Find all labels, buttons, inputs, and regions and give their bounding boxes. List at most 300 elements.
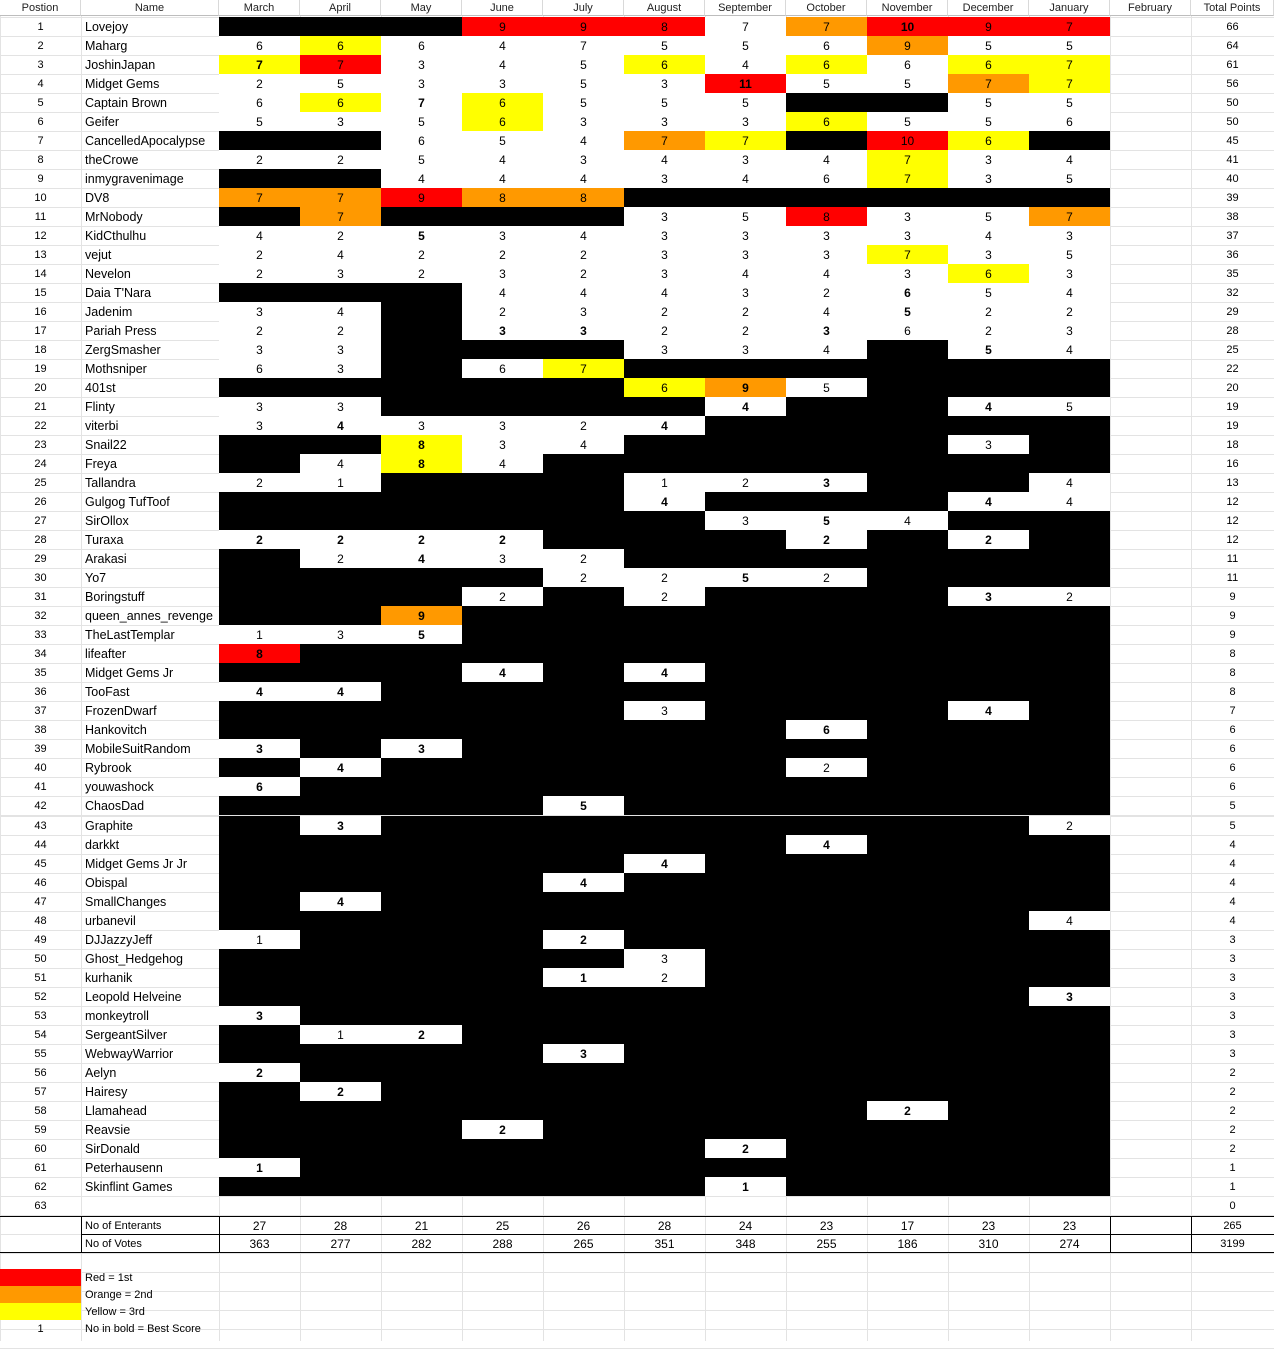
score-cell-october[interactable] — [786, 587, 867, 606]
score-cell-march[interactable]: 6 — [219, 93, 300, 112]
score-cell-january[interactable] — [1029, 1196, 1110, 1215]
score-cell-may[interactable] — [381, 911, 462, 930]
name-cell[interactable]: DV8 — [85, 190, 110, 205]
total-points-cell[interactable]: 19 — [1226, 400, 1239, 413]
score-cell-april[interactable]: 1 — [300, 1025, 381, 1044]
score-cell-july[interactable]: 1 — [543, 968, 624, 987]
score-cell-april[interactable] — [300, 1177, 381, 1196]
total-points-cell[interactable]: 0 — [1229, 1199, 1236, 1212]
score-cell-march[interactable] — [219, 911, 300, 930]
score-cell-march[interactable] — [219, 1082, 300, 1101]
score-cell-december[interactable]: 5 — [948, 340, 1029, 359]
score-cell-december[interactable] — [948, 911, 1029, 930]
total-points-cell[interactable]: 35 — [1226, 267, 1239, 280]
score-cell-july[interactable] — [543, 1120, 624, 1139]
name-cell[interactable]: Obispal — [85, 875, 128, 890]
score-cell-march[interactable] — [219, 720, 300, 739]
score-cell-january[interactable] — [1029, 1025, 1110, 1044]
score-cell-february[interactable] — [1110, 987, 1191, 1006]
score-cell-may[interactable] — [381, 930, 462, 949]
position-cell[interactable]: 40 — [34, 761, 47, 774]
score-cell-february[interactable] — [1110, 1120, 1191, 1139]
score-cell-november[interactable] — [867, 1063, 948, 1082]
score-cell-december[interactable] — [948, 968, 1029, 987]
score-cell-january[interactable] — [1029, 1063, 1110, 1082]
score-cell-september[interactable] — [705, 739, 786, 758]
score-cell-july[interactable]: 7 — [543, 36, 624, 55]
score-cell-may[interactable]: 9 — [381, 606, 462, 625]
score-cell-december[interactable]: 7 — [948, 74, 1029, 93]
score-cell-september[interactable] — [705, 416, 786, 435]
total-points-cell[interactable]: 3 — [1229, 1009, 1236, 1022]
score-cell-september[interactable] — [705, 701, 786, 720]
score-cell-june[interactable]: 8 — [462, 188, 543, 207]
score-cell-january[interactable] — [1029, 454, 1110, 473]
score-cell-july[interactable] — [543, 1063, 624, 1082]
summary-value-august[interactable]: 351 — [654, 1237, 675, 1251]
score-cell-february[interactable] — [1110, 1082, 1191, 1101]
score-cell-december[interactable] — [948, 1139, 1029, 1158]
score-cell-july[interactable] — [543, 777, 624, 796]
score-cell-february[interactable] — [1110, 207, 1191, 226]
summary-value-december[interactable]: 23 — [981, 1219, 996, 1233]
score-cell-october[interactable]: 6 — [786, 720, 867, 739]
score-cell-october[interactable]: 8 — [786, 207, 867, 226]
score-cell-september[interactable]: 2 — [705, 473, 786, 492]
total-points-cell[interactable]: 36 — [1226, 248, 1239, 261]
score-cell-august[interactable] — [624, 1196, 705, 1215]
score-cell-october[interactable] — [786, 777, 867, 796]
score-cell-february[interactable] — [1110, 283, 1191, 302]
score-cell-october[interactable]: 5 — [786, 511, 867, 530]
score-cell-march[interactable]: 1 — [219, 1158, 300, 1177]
score-cell-june[interactable] — [462, 701, 543, 720]
score-cell-february[interactable] — [1110, 949, 1191, 968]
total-points-cell[interactable]: 16 — [1226, 457, 1239, 470]
name-cell[interactable]: KidCthulhu — [85, 228, 147, 243]
score-cell-march[interactable] — [219, 816, 300, 835]
score-cell-may[interactable] — [381, 473, 462, 492]
score-cell-december[interactable]: 5 — [948, 112, 1029, 131]
position-cell[interactable]: 41 — [34, 780, 47, 793]
score-cell-september[interactable] — [705, 854, 786, 873]
total-points-cell[interactable]: 6 — [1229, 723, 1236, 736]
score-cell-november[interactable] — [867, 930, 948, 949]
score-cell-july[interactable] — [543, 511, 624, 530]
total-points-cell[interactable]: 4 — [1229, 838, 1236, 851]
score-cell-april[interactable] — [300, 1101, 381, 1120]
score-cell-june[interactable] — [462, 758, 543, 777]
score-cell-july[interactable] — [543, 606, 624, 625]
score-cell-december[interactable] — [948, 1006, 1029, 1025]
score-cell-september[interactable]: 3 — [705, 283, 786, 302]
total-points-cell[interactable]: 45 — [1226, 134, 1239, 147]
score-cell-june[interactable] — [462, 606, 543, 625]
score-cell-december[interactable] — [948, 473, 1029, 492]
score-cell-march[interactable] — [219, 1120, 300, 1139]
score-cell-september[interactable] — [705, 911, 786, 930]
position-cell[interactable]: 11 — [34, 210, 47, 223]
summary-value-february[interactable] — [1110, 1235, 1191, 1253]
score-cell-december[interactable] — [948, 663, 1029, 682]
score-cell-february[interactable] — [1110, 777, 1191, 796]
score-cell-may[interactable]: 8 — [381, 435, 462, 454]
score-cell-june[interactable] — [462, 777, 543, 796]
total-points-cell[interactable]: 12 — [1226, 533, 1239, 546]
position-cell[interactable]: 20 — [34, 381, 47, 394]
score-cell-december[interactable] — [948, 549, 1029, 568]
score-cell-july[interactable]: 9 — [543, 17, 624, 36]
total-points-cell[interactable]: 8 — [1229, 685, 1236, 698]
score-cell-december[interactable] — [948, 1063, 1029, 1082]
score-cell-december[interactable] — [948, 758, 1029, 777]
name-cell[interactable]: CancelledApocalypse — [85, 133, 206, 148]
score-cell-december[interactable] — [948, 873, 1029, 892]
total-points-cell[interactable]: 40 — [1226, 172, 1239, 185]
score-cell-may[interactable] — [381, 492, 462, 511]
score-cell-october[interactable] — [786, 911, 867, 930]
score-cell-september[interactable] — [705, 492, 786, 511]
position-cell[interactable]: 4 — [37, 77, 44, 90]
score-cell-february[interactable] — [1110, 701, 1191, 720]
score-cell-october[interactable] — [786, 416, 867, 435]
score-cell-august[interactable]: 2 — [624, 587, 705, 606]
score-cell-september[interactable]: 5 — [705, 93, 786, 112]
score-cell-june[interactable]: 4 — [462, 663, 543, 682]
score-cell-february[interactable] — [1110, 530, 1191, 549]
score-cell-january[interactable]: 4 — [1029, 150, 1110, 169]
score-cell-july[interactable]: 2 — [543, 416, 624, 435]
score-cell-may[interactable] — [381, 1082, 462, 1101]
score-cell-august[interactable]: 3 — [624, 949, 705, 968]
score-cell-march[interactable] — [219, 17, 300, 36]
score-cell-september[interactable]: 4 — [705, 264, 786, 283]
score-cell-august[interactable] — [624, 454, 705, 473]
score-cell-september[interactable] — [705, 930, 786, 949]
score-cell-april[interactable]: 2 — [300, 150, 381, 169]
score-cell-june[interactable]: 4 — [462, 55, 543, 74]
score-cell-september[interactable] — [705, 682, 786, 701]
score-cell-january[interactable] — [1029, 758, 1110, 777]
name-cell[interactable]: urbanevil — [85, 913, 136, 928]
score-cell-october[interactable] — [786, 854, 867, 873]
header-february[interactable]: February — [1110, 0, 1191, 16]
score-cell-august[interactable] — [624, 625, 705, 644]
score-cell-february[interactable] — [1110, 911, 1191, 930]
score-cell-november[interactable] — [867, 663, 948, 682]
score-cell-july[interactable] — [543, 987, 624, 1006]
score-cell-january[interactable] — [1029, 777, 1110, 796]
score-cell-february[interactable] — [1110, 854, 1191, 873]
score-cell-march[interactable] — [219, 511, 300, 530]
name-cell[interactable]: Yo7 — [85, 570, 107, 585]
score-cell-january[interactable]: 4 — [1029, 492, 1110, 511]
score-cell-april[interactable] — [300, 796, 381, 815]
score-cell-november[interactable] — [867, 949, 948, 968]
position-cell[interactable]: 47 — [34, 895, 47, 908]
score-cell-october[interactable] — [786, 454, 867, 473]
score-cell-october[interactable] — [786, 1044, 867, 1063]
position-cell[interactable]: 42 — [34, 799, 47, 812]
position-cell[interactable]: 17 — [34, 324, 47, 337]
score-cell-january[interactable]: 4 — [1029, 473, 1110, 492]
score-cell-april[interactable] — [300, 587, 381, 606]
score-cell-august[interactable]: 3 — [624, 169, 705, 188]
score-cell-november[interactable]: 9 — [867, 36, 948, 55]
score-cell-august[interactable]: 4 — [624, 492, 705, 511]
score-cell-june[interactable] — [462, 720, 543, 739]
score-cell-november[interactable] — [867, 492, 948, 511]
name-cell[interactable] — [81, 1196, 219, 1215]
score-cell-march[interactable]: 8 — [219, 644, 300, 663]
score-cell-january[interactable] — [1029, 378, 1110, 397]
name-cell[interactable]: Maharg — [85, 38, 128, 53]
total-points-cell[interactable]: 2 — [1229, 1123, 1236, 1136]
score-cell-july[interactable] — [543, 682, 624, 701]
score-cell-july[interactable]: 3 — [543, 302, 624, 321]
position-cell[interactable]: 6 — [37, 115, 44, 128]
score-cell-february[interactable] — [1110, 873, 1191, 892]
header-november[interactable]: November — [867, 0, 948, 16]
score-cell-may[interactable]: 3 — [381, 55, 462, 74]
score-cell-june[interactable]: 3 — [462, 549, 543, 568]
score-cell-june[interactable] — [462, 511, 543, 530]
score-cell-december[interactable] — [948, 720, 1029, 739]
score-cell-april[interactable] — [300, 1006, 381, 1025]
score-cell-december[interactable] — [948, 359, 1029, 378]
score-cell-may[interactable] — [381, 835, 462, 854]
total-points-cell[interactable]: 3 — [1229, 1047, 1236, 1060]
score-cell-may[interactable] — [381, 340, 462, 359]
score-cell-june[interactable] — [462, 397, 543, 416]
name-cell[interactable]: SirOllox — [85, 513, 129, 528]
score-cell-april[interactable]: 2 — [300, 321, 381, 340]
score-cell-june[interactable] — [462, 644, 543, 663]
score-cell-june[interactable]: 2 — [462, 302, 543, 321]
score-cell-july[interactable] — [543, 758, 624, 777]
score-cell-august[interactable]: 5 — [624, 93, 705, 112]
total-points-cell[interactable]: 3 — [1229, 952, 1236, 965]
score-cell-july[interactable]: 5 — [543, 93, 624, 112]
score-cell-october[interactable]: 4 — [786, 150, 867, 169]
score-cell-june[interactable] — [462, 1006, 543, 1025]
score-cell-october[interactable] — [786, 796, 867, 815]
score-cell-december[interactable] — [948, 930, 1029, 949]
total-points-cell[interactable]: 38 — [1226, 210, 1239, 223]
score-cell-january[interactable]: 5 — [1029, 36, 1110, 55]
score-cell-august[interactable] — [624, 1158, 705, 1177]
score-cell-april[interactable] — [300, 701, 381, 720]
score-cell-august[interactable] — [624, 1044, 705, 1063]
name-cell[interactable]: Reavsie — [85, 1122, 131, 1137]
score-cell-july[interactable] — [543, 854, 624, 873]
score-cell-may[interactable] — [381, 987, 462, 1006]
score-cell-october[interactable] — [786, 1082, 867, 1101]
score-cell-september[interactable] — [705, 435, 786, 454]
summary-value-august[interactable]: 28 — [657, 1219, 672, 1233]
score-cell-august[interactable] — [624, 1063, 705, 1082]
score-cell-march[interactable] — [219, 492, 300, 511]
header-april[interactable]: April — [300, 0, 381, 16]
score-cell-february[interactable] — [1110, 1158, 1191, 1177]
position-cell[interactable]: 60 — [34, 1142, 47, 1155]
name-cell[interactable]: Rybrook — [85, 760, 132, 775]
score-cell-november[interactable]: 6 — [867, 283, 948, 302]
score-cell-may[interactable]: 2 — [381, 1025, 462, 1044]
score-cell-july[interactable] — [543, 378, 624, 397]
score-cell-november[interactable] — [867, 1025, 948, 1044]
score-cell-july[interactable] — [543, 1025, 624, 1044]
score-cell-march[interactable]: 3 — [219, 397, 300, 416]
score-cell-december[interactable]: 4 — [948, 701, 1029, 720]
score-cell-august[interactable] — [624, 359, 705, 378]
score-cell-april[interactable] — [300, 968, 381, 987]
score-cell-june[interactable] — [462, 1044, 543, 1063]
summary-value-january[interactable]: 274 — [1059, 1237, 1080, 1251]
score-cell-september[interactable] — [705, 1006, 786, 1025]
score-cell-august[interactable] — [624, 835, 705, 854]
score-cell-january[interactable]: 4 — [1029, 911, 1110, 930]
score-cell-august[interactable] — [624, 530, 705, 549]
score-cell-january[interactable]: 7 — [1029, 207, 1110, 226]
position-cell[interactable]: 58 — [34, 1104, 47, 1117]
score-cell-june[interactable] — [462, 968, 543, 987]
header-name[interactable]: Name — [81, 0, 219, 16]
position-cell[interactable]: 55 — [34, 1047, 47, 1060]
score-cell-july[interactable]: 7 — [543, 359, 624, 378]
score-cell-june[interactable] — [462, 568, 543, 587]
score-cell-november[interactable]: 3 — [867, 264, 948, 283]
score-cell-february[interactable] — [1110, 663, 1191, 682]
score-cell-january[interactable] — [1029, 1082, 1110, 1101]
score-cell-april[interactable]: 3 — [300, 359, 381, 378]
position-cell[interactable]: 18 — [34, 343, 47, 356]
score-cell-november[interactable] — [867, 854, 948, 873]
summary-value-january[interactable]: 23 — [1062, 1219, 1077, 1233]
score-cell-november[interactable] — [867, 701, 948, 720]
score-cell-march[interactable]: 3 — [219, 302, 300, 321]
score-cell-march[interactable] — [219, 854, 300, 873]
score-cell-june[interactable]: 4 — [462, 36, 543, 55]
position-cell[interactable]: 22 — [34, 419, 47, 432]
score-cell-may[interactable] — [381, 796, 462, 815]
score-cell-february[interactable] — [1110, 1196, 1191, 1215]
name-cell[interactable]: theCrowe — [85, 152, 139, 167]
score-cell-july[interactable] — [543, 835, 624, 854]
total-points-cell[interactable]: 6 — [1229, 742, 1236, 755]
score-cell-june[interactable] — [462, 911, 543, 930]
total-points-cell[interactable]: 66 — [1226, 20, 1239, 33]
score-cell-june[interactable] — [462, 1196, 543, 1215]
name-cell[interactable]: Jadenim — [85, 304, 133, 319]
score-cell-may[interactable]: 2 — [381, 245, 462, 264]
score-cell-january[interactable] — [1029, 835, 1110, 854]
score-cell-march[interactable] — [219, 758, 300, 777]
score-cell-january[interactable] — [1029, 892, 1110, 911]
score-cell-june[interactable]: 4 — [462, 454, 543, 473]
header-october[interactable]: October — [786, 0, 867, 16]
position-cell[interactable]: 3 — [37, 58, 44, 71]
name-cell[interactable]: Midget Gems — [85, 76, 160, 91]
total-points-cell[interactable]: 4 — [1229, 895, 1236, 908]
score-cell-november[interactable] — [867, 1177, 948, 1196]
score-cell-june[interactable] — [462, 682, 543, 701]
name-cell[interactable]: SmallChanges — [85, 894, 167, 909]
score-cell-august[interactable]: 8 — [624, 17, 705, 36]
score-cell-september[interactable]: 11 — [705, 74, 786, 93]
score-cell-november[interactable] — [867, 359, 948, 378]
score-cell-january[interactable] — [1029, 359, 1110, 378]
score-cell-january[interactable]: 3 — [1029, 321, 1110, 340]
score-cell-august[interactable]: 3 — [624, 701, 705, 720]
score-cell-march[interactable]: 3 — [219, 1006, 300, 1025]
score-cell-august[interactable] — [624, 1025, 705, 1044]
score-cell-august[interactable]: 4 — [624, 854, 705, 873]
position-cell[interactable]: 19 — [34, 362, 47, 375]
score-cell-may[interactable] — [381, 644, 462, 663]
score-cell-november[interactable] — [867, 340, 948, 359]
score-cell-january[interactable] — [1029, 625, 1110, 644]
score-cell-march[interactable] — [219, 873, 300, 892]
score-cell-may[interactable] — [381, 17, 462, 36]
score-cell-february[interactable] — [1110, 606, 1191, 625]
score-cell-april[interactable]: 3 — [300, 264, 381, 283]
score-cell-november[interactable] — [867, 473, 948, 492]
score-cell-september[interactable]: 9 — [705, 378, 786, 397]
total-points-cell[interactable]: 2 — [1229, 1104, 1236, 1117]
score-cell-november[interactable] — [867, 435, 948, 454]
name-cell[interactable]: Turaxa — [85, 532, 124, 547]
summary-value-november[interactable]: 186 — [897, 1237, 918, 1251]
score-cell-march[interactable] — [219, 968, 300, 987]
score-cell-november[interactable] — [867, 378, 948, 397]
score-cell-january[interactable] — [1029, 701, 1110, 720]
score-cell-may[interactable]: 5 — [381, 625, 462, 644]
score-cell-august[interactable]: 2 — [624, 321, 705, 340]
score-cell-june[interactable]: 3 — [462, 74, 543, 93]
score-cell-september[interactable] — [705, 873, 786, 892]
summary-value-october[interactable]: 255 — [816, 1237, 837, 1251]
score-cell-march[interactable]: 1 — [219, 625, 300, 644]
score-cell-august[interactable] — [624, 816, 705, 835]
score-cell-august[interactable] — [624, 777, 705, 796]
position-cell[interactable]: 54 — [34, 1028, 47, 1041]
score-cell-february[interactable] — [1110, 1139, 1191, 1158]
score-cell-december[interactable] — [948, 949, 1029, 968]
score-cell-october[interactable]: 4 — [786, 264, 867, 283]
score-cell-august[interactable] — [624, 1101, 705, 1120]
score-cell-november[interactable]: 10 — [867, 17, 948, 36]
score-cell-december[interactable] — [948, 1044, 1029, 1063]
total-points-cell[interactable]: 9 — [1229, 609, 1236, 622]
score-cell-june[interactable]: 2 — [462, 587, 543, 606]
total-points-cell[interactable]: 5 — [1229, 799, 1236, 812]
score-cell-march[interactable] — [219, 549, 300, 568]
score-cell-january[interactable] — [1029, 930, 1110, 949]
score-cell-march[interactable]: 2 — [219, 264, 300, 283]
score-cell-july[interactable] — [543, 1158, 624, 1177]
score-cell-july[interactable]: 2 — [543, 568, 624, 587]
summary-value-june[interactable]: 25 — [495, 1219, 510, 1233]
score-cell-may[interactable] — [381, 397, 462, 416]
score-cell-june[interactable] — [462, 835, 543, 854]
total-points-cell[interactable]: 56 — [1226, 77, 1239, 90]
score-cell-march[interactable] — [219, 568, 300, 587]
name-cell[interactable]: DJJazzyJeff — [85, 932, 153, 947]
score-cell-february[interactable] — [1110, 302, 1191, 321]
score-cell-december[interactable] — [948, 1177, 1029, 1196]
score-cell-december[interactable] — [948, 854, 1029, 873]
